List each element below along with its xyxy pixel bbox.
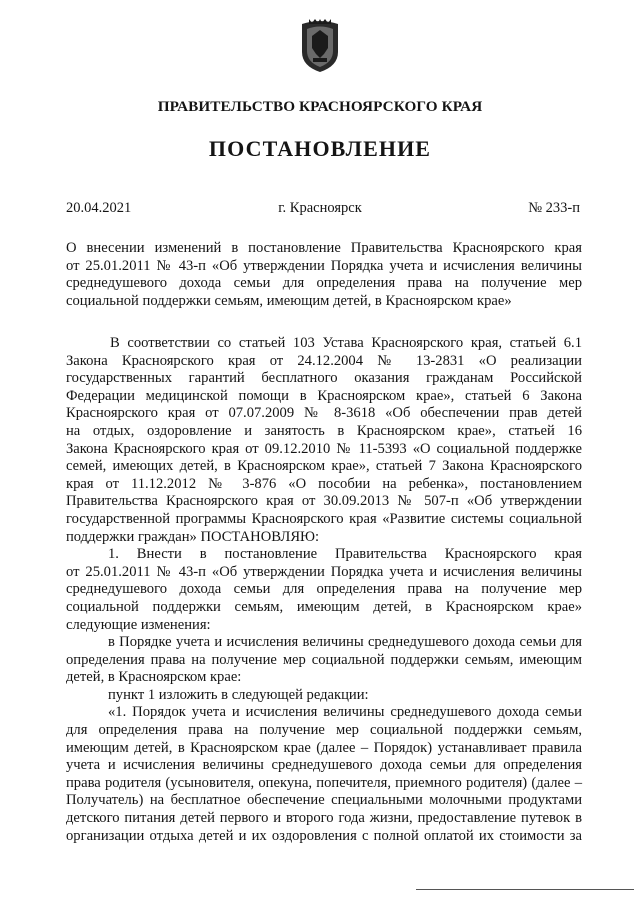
body-line: поддержки граждан» ПОСТАНОВЛЯЮ: <box>66 528 320 545</box>
body-line: края от 11.12.2012 № 3-876 «О пособии на ребенка», постановлением <box>66 475 582 492</box>
body-line: пункт 1 изложить в следующей редакции: <box>108 686 369 703</box>
body-line: детей, в Красноярском крае: <box>66 669 242 686</box>
body-line: учета и исчисления величины среднедушевого дохода семьи для определения <box>66 757 582 774</box>
body-line: для определения права на получение мер социальной поддержки семьям, <box>66 722 582 739</box>
body-line: на отдых, оздоровление и занятость в Красноярском крае», статьей 16 <box>66 422 582 439</box>
document-date: 20.04.2021 <box>66 200 132 216</box>
body-line: В соответствии со статьей 103 Устава Красноярского края, статьей 6.1 <box>110 335 582 351</box>
body-line: среднедушевого дохода семьи для определения права на получение мер <box>66 581 582 598</box>
body-line: детского питания детей первого и второго года жизни, предоставление путевок в <box>66 810 582 827</box>
body-line: Правительства Красноярского края от 30.09.2013 № 507-п «Об утверждении <box>66 493 582 510</box>
body-line: государственной программы Красноярского края «Развитие системы социальной <box>66 510 582 527</box>
title-line: О внесении изменений в постановление Правительства Красноярского края <box>66 240 582 256</box>
body-line: 1. Внести в постановление Правительства Красноярского края <box>108 546 582 563</box>
body-line: Красноярского края от 07.07.2009 № 8-3618 «Об обеспечении прав детей <box>66 405 582 422</box>
title-line: среднедушевого дохода семьи для определения права на получение мер <box>66 275 582 292</box>
body-line: Закона Красноярского края от 09.12.2010 № 11-5393 «О социальной поддержке <box>66 440 582 457</box>
document-body <box>66 335 582 845</box>
body-line: организации отдыха детей и их оздоровления с полной оплатой их стоимости за <box>66 827 582 844</box>
body-line: «1. Порядок учета и исчисления величины среднедушевого дохода семьи <box>108 704 582 721</box>
document-type: ПОСТАНОВЛЕНИЕ <box>208 136 432 161</box>
document-city: г. Красноярск <box>278 200 362 216</box>
body-line: от 25.01.2011 № 43-п «Об утверждении Порядка учета и исчисления величины <box>66 563 582 580</box>
body-line: Федерации медицинской помощи в Красноярском крае», статьей 6 Закона <box>66 387 582 404</box>
body-line: следующие изменения: <box>66 616 211 633</box>
document-number: № 233-п <box>528 200 580 216</box>
body-line: определения права на получение мер социальной поддержки семьям, имеющим <box>66 651 582 668</box>
body-line: в Порядке учета и исчисления величины среднедушевого дохода семьи для <box>108 634 582 651</box>
body-line: Закона Красноярского края от 24.12.2004 № 13-2831 «О реализации <box>66 352 582 369</box>
footer-rule <box>416 889 634 890</box>
body-line: социальной поддержки семьям, имеющим детей, в Красноярском крае» <box>66 598 582 615</box>
coat-of-arms-emblem <box>298 18 342 74</box>
title-line: от 25.01.2011 № 43-п «Об утверждении Порядка учета и исчисления величины <box>66 257 582 274</box>
title-line: социальной поддержки семьям, имеющим детей, в Красноярском крае» <box>66 292 512 309</box>
organization-name: ПРАВИТЕЛЬСТВО КРАСНОЯРСКОГО КРАЯ <box>157 98 483 115</box>
body-line: права родителя (усыновителя, опекуна, попечителя, приемного родителя) (далее – <box>66 774 582 791</box>
body-line: государственных гарантий бесплатного оказания гражданам Российской <box>66 370 582 387</box>
body-line: семей, имеющих детей, в Красноярском крае», статьей 7 Закона Красноярского <box>66 458 582 475</box>
body-line: имеющим детей, в Красноярском крае (далее – Порядок) устанавливает правила <box>66 739 582 756</box>
document-title <box>66 240 582 310</box>
body-line: Получатель) на бесплатное обеспечение специальными молочными продуктами <box>66 792 582 809</box>
